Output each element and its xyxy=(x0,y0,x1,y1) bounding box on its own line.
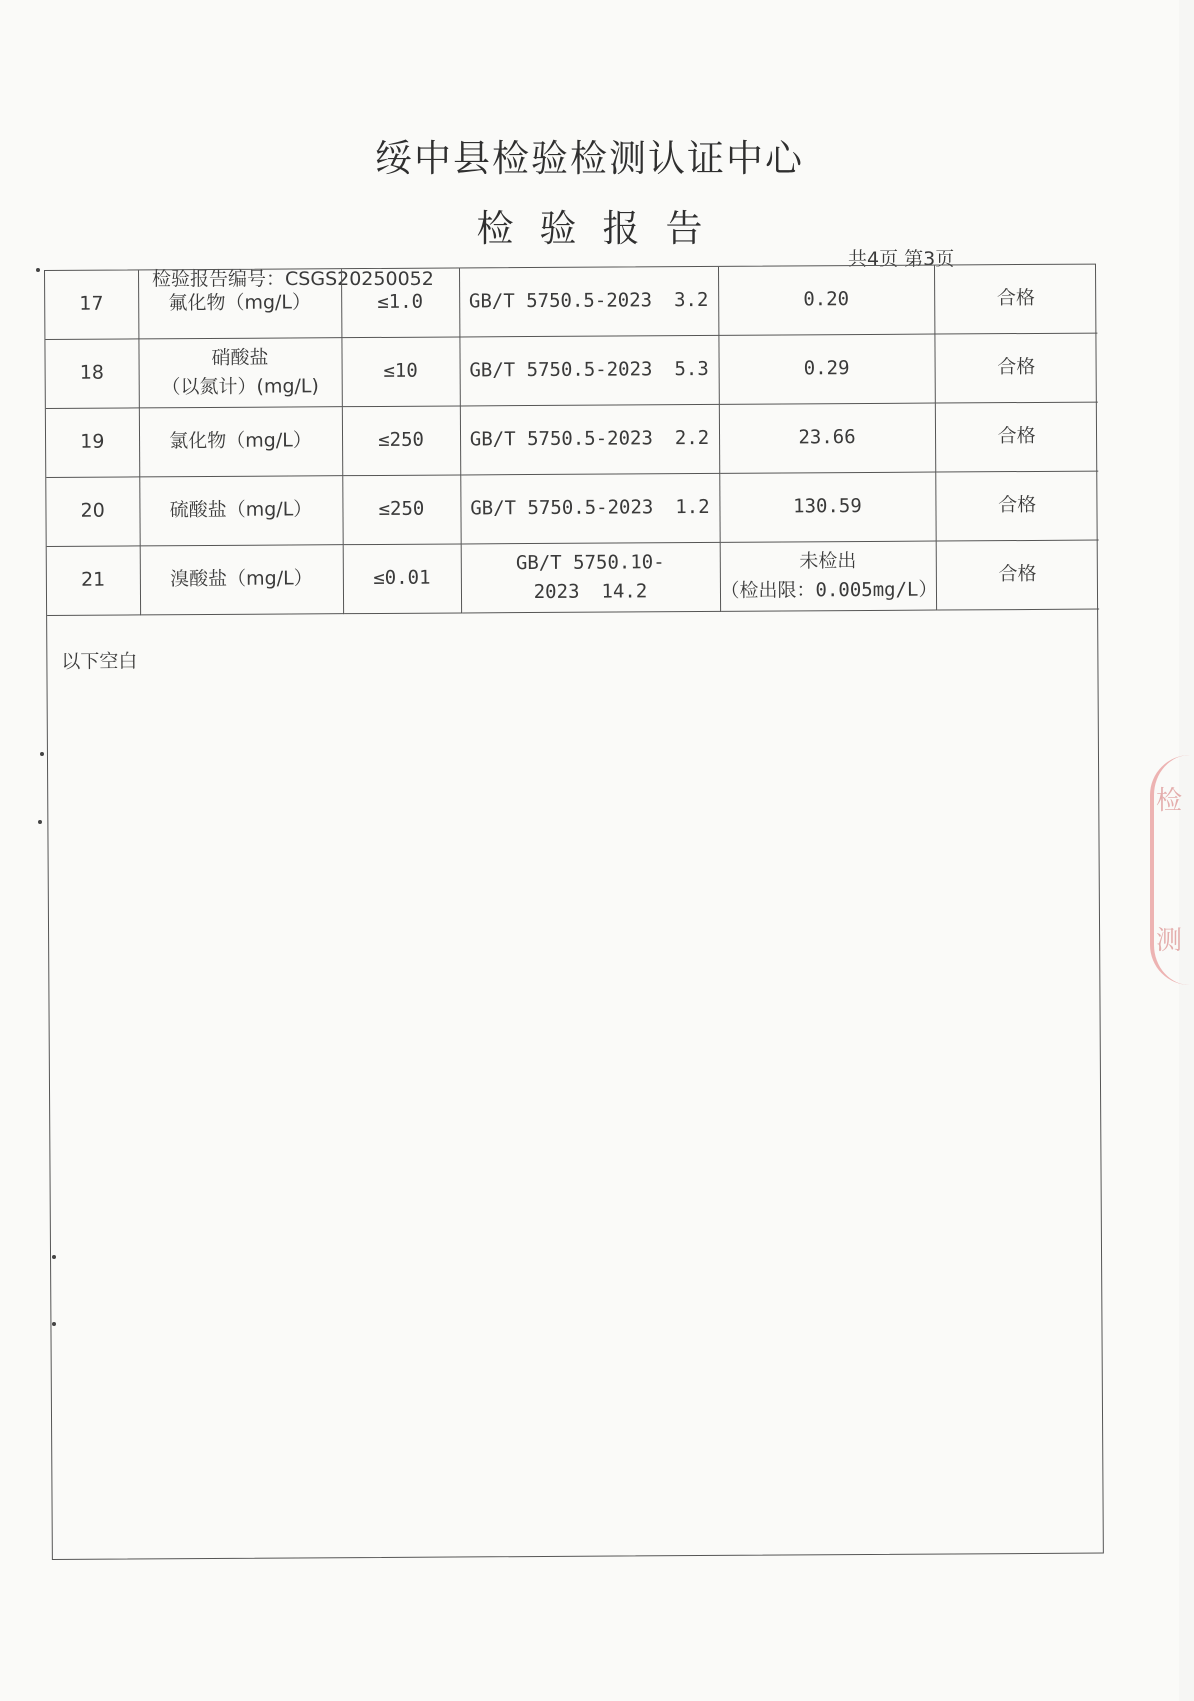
scan-dot xyxy=(52,1322,56,1326)
method-standard: GB/T 5750.5-2023 xyxy=(468,289,653,313)
method-clause: 2.2 xyxy=(674,427,710,450)
seal-stamp-char: 测 xyxy=(1156,926,1183,956)
report-number-label: 检验报告编号： xyxy=(152,268,286,290)
test-result xyxy=(720,541,936,611)
test-method xyxy=(459,267,718,337)
method-clause: 14.2 xyxy=(601,580,648,603)
verdict: 合格 xyxy=(935,471,1098,541)
row-number: 18 xyxy=(45,339,138,409)
method-standard: GB/T 5750.5-2023 xyxy=(469,358,653,382)
test-item-line1: 硝酸盐 xyxy=(211,346,269,369)
limit-value: ≤10 xyxy=(341,337,459,407)
method-clause: 3.2 xyxy=(673,289,709,312)
verdict: 合格 xyxy=(935,402,1098,472)
method-standard: GB/T 5750.5-2023 xyxy=(469,427,653,451)
test-result: 0.29 xyxy=(718,334,934,404)
test-item: 氯化物（mg/L） xyxy=(139,407,342,477)
scan-dot xyxy=(52,1255,56,1259)
seal-stamp-char: 检 xyxy=(1156,786,1183,816)
table-row xyxy=(45,265,1097,340)
table-row xyxy=(45,333,1097,408)
results-table xyxy=(45,265,1099,616)
blank-below-note: 以下空白 xyxy=(61,650,138,673)
limit-value: ≤1.0 xyxy=(341,268,459,337)
test-method xyxy=(460,473,719,544)
document-title: 检验报告 xyxy=(476,207,729,250)
scan-dot xyxy=(36,268,40,272)
result-value: 未检出 xyxy=(799,549,857,572)
test-method xyxy=(459,335,718,406)
organization-name: 绥中县检验检测认证中心 xyxy=(375,137,804,180)
verdict: 合格 xyxy=(936,540,1099,610)
table-row xyxy=(46,402,1098,477)
limit-value: ≤0.01 xyxy=(343,544,461,614)
scan-dot xyxy=(38,820,42,824)
scan-dot xyxy=(40,752,44,756)
table-row xyxy=(47,540,1099,615)
table-row xyxy=(46,471,1098,546)
test-result: 23.66 xyxy=(719,403,935,473)
row-number: 20 xyxy=(46,477,139,547)
test-item-line2: （以氮计）(mg/L) xyxy=(161,375,319,399)
test-item: 溴酸盐（mg/L） xyxy=(140,545,343,615)
test-method xyxy=(461,542,720,613)
method-standard: GB/T 5750.5-2023 xyxy=(470,496,654,520)
test-result: 0.20 xyxy=(718,266,934,336)
test-item: 氟化物（mg/L） xyxy=(138,269,341,339)
test-item xyxy=(138,338,341,408)
limit-value: ≤250 xyxy=(342,406,460,476)
row-number: 21 xyxy=(47,546,140,616)
results-frame xyxy=(44,264,1104,1560)
verdict: 合格 xyxy=(934,265,1097,334)
detection-limit-note: （检出限：0.005mg/L） xyxy=(720,578,938,602)
test-result: 130.59 xyxy=(719,472,935,542)
limit-value: ≤250 xyxy=(342,475,460,545)
verdict: 合格 xyxy=(934,333,1097,403)
page-count: 共4页 第3页 xyxy=(848,248,955,270)
test-item: 硫酸盐（mg/L） xyxy=(139,476,342,546)
test-method xyxy=(460,404,719,475)
method-clause: 1.2 xyxy=(675,496,710,519)
report-number: CSGS20250052 xyxy=(285,268,434,290)
method-clause: 5.3 xyxy=(674,358,709,381)
method-standard: GB/T 5750.10-2023 xyxy=(515,550,665,604)
row-number: 17 xyxy=(45,270,138,339)
row-number: 19 xyxy=(46,408,139,478)
